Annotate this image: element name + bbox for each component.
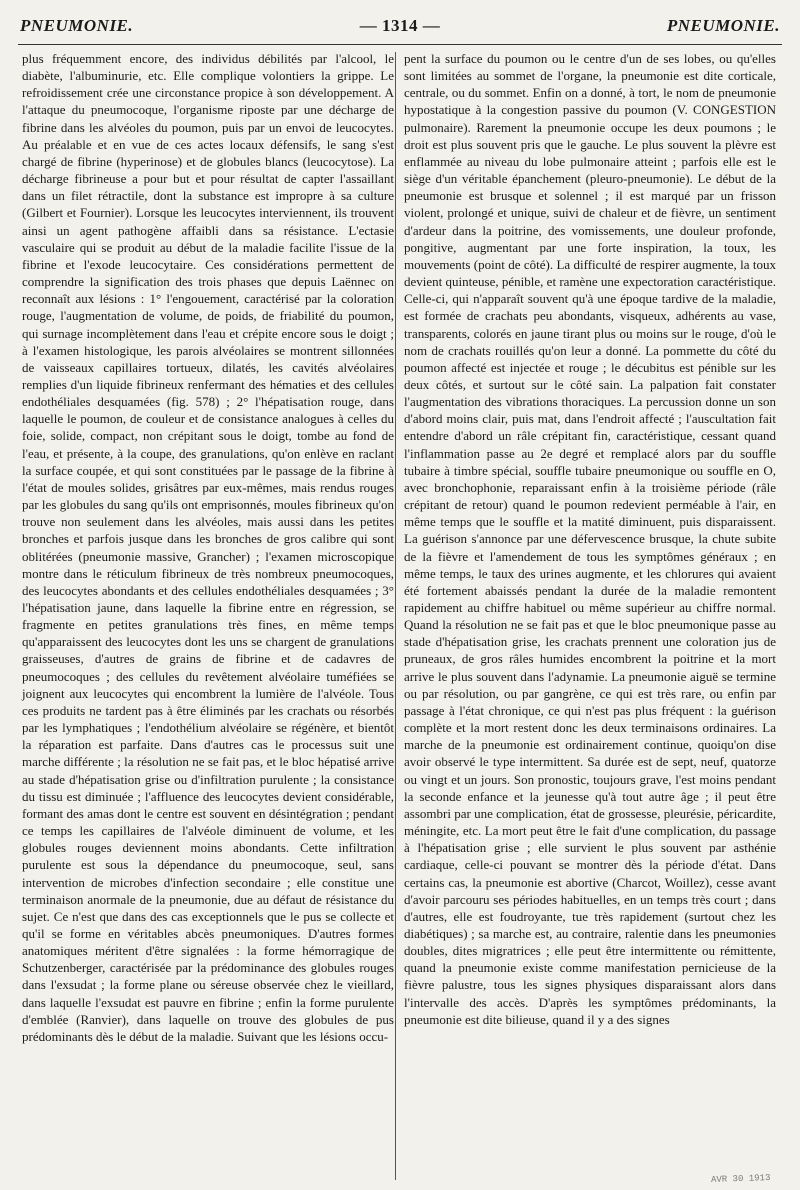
column-right-text: pent la surface du poumon ou le centre d'un de ses lobes, ou qu'elles sont limitées au sommet de l'organe, la pneumonie est dite corticale, centrale, ou du sommet. Enfin on a donné, à tort, le nom de pneumonie hypostatique à la congestion passive du poumon (V. CONGESTION pulmonaire). Rarement la pneumonie occupe les deux poumons ; le droit est plus souvent pris que le gauche. Le plus souvent la plèvre est enflammée au niveau du lobe pulmonaire atteint ; parfois elle est le siège d'un véritable épanchement (pleuro-pneumonie). Le début de la pneumonie est brusque et solennel ; il est marqué par un frisson violent, prolongé et unique, suivi de chaleur et de fièvre, un sentiment d'ardeur dans la poitrine, des vomissements, une douleur profonde, pongitive, augmentant par une forte inspiration, la toux, les mouvements (point de côté). La difficulté de respirer augmente, la toux devient quinteuse, pénible, et ramène une expectoration caractéristique. Celle-ci, qui n'apparaît souvent qu'à une époque tardive de la maladie, est formée de crachats peu abondants, visqueux, adhérents au vase, transparents, colorés en jaune tirant plus ou moins sur le rouge, d'où le nom de crachats rouillés qu'on leur a donné. La pommette du côté du poumon affecté est injectée et rouge ; le décubitus est pénible sur les deux côtés, et surtout sur le côté sain. La palpation fait constater l'augmentation des vibrations thoraciques. La percussion donne un son d'abord moins clair, puis mat, dans l'endroit affecté ; l'auscultation fait entendre d'abord un râle crépitant fin, caractéristique, cessant quand l'inflammation passe au 2e degré et remplacé alors par du souffle tubaire à timbre spécial, souffle tubaire pneumonique ou souffle en O, avec bronchophonie, reparaissant enfin à la troisième période (râle crépitant de retour) quand le poumon redevient perméable à l'air, en même temps que le souffle et la matité diminuent, puis disparaissent. La guérison s'annonce par une défervescence brusque, la chute subite de la fièvre et l'amendement de tous les symptômes généraux ; en même temps, le taux des urines augmente, et les chlorures qui avaient été fortement abaissés pendant la durée de la maladie remontent rapidement au chiffre habituel ou même supérieur au chiffre normal. Quand la résolution ne se fait pas et que le bloc pneumonique passe au stade d'hépatisation grise, les crachats prennent une coloration jus de pruneaux, de gros râles humides encombrent la poitrine et la mort arrive le plus souvent dans l'adynamie. La pneumonie aiguë se termine ou par résolution, ou par gangrène, ce qui est très rare, ou enfin par passage à l'état chronique, ce qui n'est pas plus fréquent : la guérison complète et la mort restent donc les deux terminaisons ordinaires. La marche de la pneumonie est ordinairement continue, quoiqu'on dise avoir observé le type intermittent. Sa durée est de sept, neuf, quatorze ou vingt et un jours. Son pronostic, toujours grave, l'est moins pendant la seconde enfance et la jeunesse qu'à tout autre âge ; il peut être assombri par une complication, état de grossesse, pleurésie, péricardite, méningite, etc. La mort peut être le fait d'une complication, du passage à l'hépatisation grise ; elle survient le plus souvent par asthénie cardiaque, celle-ci pouvant se montrer dès la période d'état. Dans certains cas, la pneumonie est abortive (Charcot, Woillez), cesse avant d'avoir parcouru ses périodes habituelles, en un temps très court ; dans d'autres, elle est foudroyante, tue très rapidement (surtout chez les diabétiques) ; sa marche est, au contraire, ralentie dans les pneumonies doubles, dites migratrices ; elle peut être intermittente ou rémittente, quand la pneumonie existe comme manifestation pernicieuse de la fièvre palustre, tous les signes physiques disparaissant alors dans l'intervalle des accès. D'après les symptômes prédominants, la pneumonie est dite bilieuse, quand il y a des signes [404, 51, 776, 1027]
text-column-left [22, 50, 394, 1045]
column-left-text: plus fréquemment encore, des individus débilités par l'alcool, le diabète, l'albuminurie, etc. Elle complique volontiers la grippe. Le refroidissement crée une circonstance propice à son développement. A l'attaque du pneumocoque, l'organisme riposte par une décharge de fibrine dans les alvéoles du poumon, puis par un envoi de leucocytes. Au préalable et en vue de ces actes locaux défensifs, le sang s'est chargé de fibrine (hyperinose) et de globules blancs (leucocytose). La décharge fibrineuse a pour but et pour résultat de capter l'assaillant dans un filet rétractile, dont la substance est impropre à sa culture (Gilbert et Fournier). Lorsque les leucocytes interviennent, ils trouvent ainsi un agent pathogène affaibli dans sa résistance. L'ectasie vasculaire qui se produit au début de la maladie facilite l'issue de la fibrine et l'exode leucocytaire. Ces considérations permettent de comprendre la signification des trois phases que depuis Laënnec on reconnaît aux lésions : 1° l'engouement, caractérisé par la coloration rouge, l'augmentation de volume, de poids, de friabilité du poumon, qui surnage incomplètement dans l'eau et crépite encore sous le doigt ; à l'examen histologique, les parois alvéolaires se montrent sillonnées de vaisseaux capillaires tortueux, dilatés, les cavités alvéolaires remplies d'un liquide fibrineux renfermant des hématies et des cellules endothéliales desquamées (fig. 578) ; 2° l'hépatisation rouge, dans laquelle le poumon, de couleur et de consistance analogues à celles du foie, solide, compact, non crépitant sous le doigt, tombe au fond de l'eau, et présente, à la coupe, des granulations, qu'on enlève en raclant la surface coupée, et qui sont constituées par le passage de la fibrine à l'état de moules solides, grisâtres par eux-mêmes, mais rendus rouges par les globules du sang qu'ils ont emprisonnés, moules fibrineux qu'on trouve non seulement dans les alvéoles, mais aussi dans les petites bronches et parfois jusque dans les bronches de gros calibre qui sont oblitérées (pneumonie massive, Grancher) ; l'examen microscopique montre dans le réticulum fibrineux de très nombreux pneumocoques, des leucocytes abondants et des cellules endothéliales desquamées ; 3° l'hépatisation jaune, dans laquelle la fibrine entre en régression, se fragmente en petites granulations très fines, en même temps qu'apparaissent des leucocytes dont les uns se chargent de granulations graisseuses, d'autres de grains de fibrine et de cadavres de pneumocoques ; des cellules du revêtement alvéolaire tuméfiées se joignent aux leucocytes qui encombrent la lumière de l'alvéole. Tous ces produits ne tardent pas à être éliminés par les crachats ou résorbés par les lymphatiques ; l'endothélium alvéolaire se régénère, et bientôt la réparation est parfaite. Dans d'autres cas le processus suit une marche différente ; la résolution ne se fait pas, et le bloc hépatisé arrive au stade d'hépatisation grise ou d'infiltration purulente ; la consistance du tissu est diminuée ; l'affluence des leucocytes devient considérable, formant des amas dont le centre est souvent en désintégration ; pendant ce temps les capillaires de l'alvéole diminuent de volume, et les globules rouges deviennent moins abondants. Cette infiltration purulente est sous la dépendance du pneumocoque, seul, sans intervention de microbes d'infection secondaire ; elle constitue une terminaison anormale de la pneumonie, due au défaut de résistance du sujet. Ce n'est que dans des cas exceptionnels que le pus se collecte et qu'il se forme en véritables abcès pneumoniques. D'autres formes anatomiques méritent d'être signalées : la forme hémorragique de Schutzenberger, caractérisée par la prédominance des globules rouges dans l'exsudat ; la forme plane ou séreuse observée chez le vieillard, dans laquelle l'exsudat est pauvre en fibrine ; enfin la forme purulente d'emblée (Ranvier), dans laquelle on trouve des globules de pus prédominants dès le début de la maladie. Suivant que les lésions occu- [22, 51, 394, 1044]
header-rule [18, 44, 782, 45]
running-head [20, 16, 780, 36]
running-head-right: PNEUMONIE. [666, 16, 780, 35]
page-number: — 1314 — [359, 16, 441, 35]
column-divider [395, 52, 396, 1180]
text-column-right [404, 50, 776, 1028]
running-head-left: PNEUMONIE. [20, 16, 134, 35]
library-stamp: AVR 30 1913 [710, 1172, 771, 1186]
